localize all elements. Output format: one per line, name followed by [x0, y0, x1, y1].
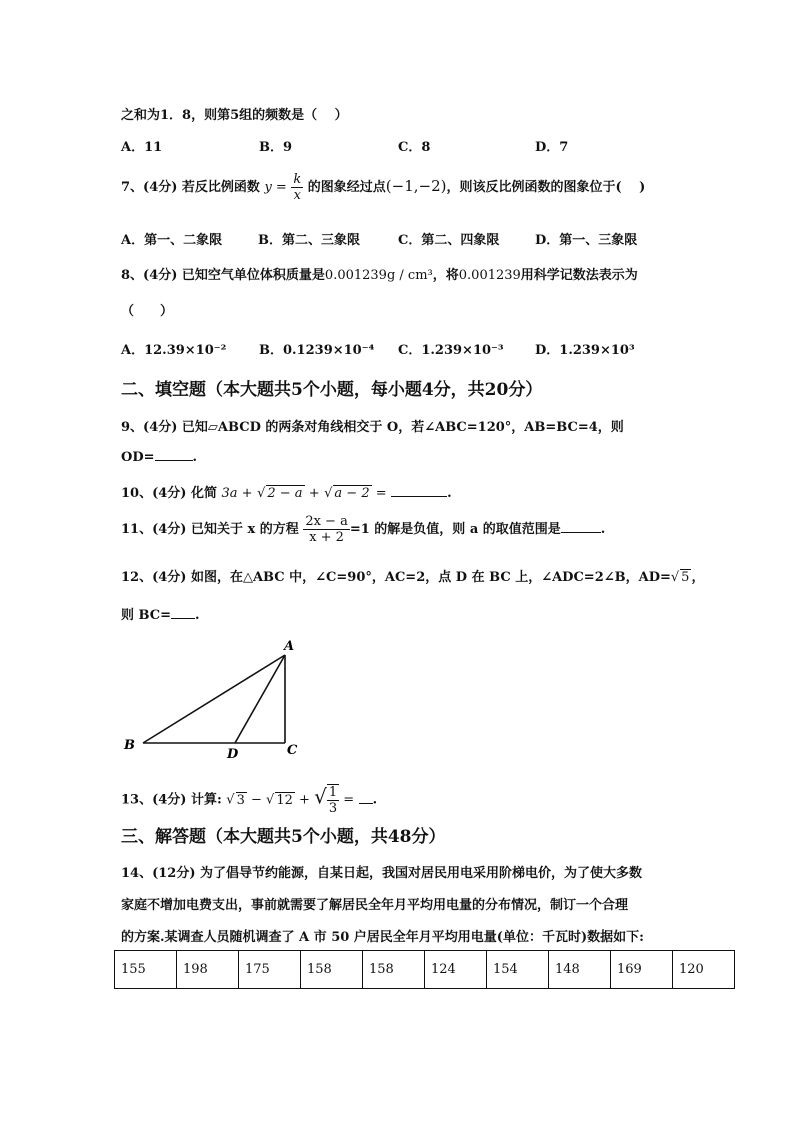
- answer-blank[interactable]: [171, 606, 195, 619]
- electricity-data-table: [114, 950, 735, 989]
- q7-point: (−1,−2): [385, 177, 447, 195]
- question-11: [121, 514, 605, 545]
- table-row: [115, 951, 735, 989]
- question-6-tail: 之和为1．8，则第5组的频数是（ ）: [121, 108, 348, 123]
- section-2-heading: 二、填空题（本大题共5个小题，每小题4分，共20分）: [121, 380, 543, 400]
- table-cell: 124: [425, 951, 487, 989]
- q6-option-c: C．8: [398, 140, 431, 155]
- q11-end: .: [600, 522, 606, 537]
- q8-option-a: A．12.39×10⁻²: [121, 343, 227, 358]
- q13-frac-num: 1: [328, 785, 338, 800]
- q12-end: .: [195, 608, 200, 623]
- question-9-line1: 9、(4分) 已知▱ABCD 的两条对角线相交于 O，若∠ABC=120°，AB=BC=4，则: [121, 420, 624, 435]
- question-10: 10、(4分) 化简 3a + √ 2 − a + √ a − 2 = .: [121, 486, 452, 501]
- answer-blank[interactable]: [359, 791, 373, 804]
- q7-mid: 的图象经过点: [307, 180, 386, 195]
- q7-option-d: D．第一、三象限: [535, 233, 638, 248]
- q13-minus: −: [246, 792, 267, 808]
- table-cell: 158: [301, 951, 363, 989]
- question-14-line2: 家庭不增加电费支出，事前就需要了解居民全年月平均用电量的分布情况，制订一个合理: [121, 898, 629, 913]
- q13-equals: =: [339, 792, 355, 808]
- q10-end: .: [447, 486, 452, 501]
- q11-fraction: [303, 514, 350, 545]
- q8-option-b: B．0.1239×10⁻⁴: [259, 343, 375, 358]
- question-9-line2: [121, 448, 197, 465]
- q13-end: .: [372, 792, 378, 808]
- q11-frac-num: 2x − a: [305, 514, 348, 529]
- q13-prefix: 13、(4分) 计算:: [121, 792, 222, 808]
- label-c: C: [287, 743, 298, 758]
- q7-fraction: [291, 172, 303, 203]
- q7-suffix: ，则该反比例函数的图象位于( ): [446, 180, 646, 195]
- q7-option-a: A．第一、二象限: [121, 233, 223, 248]
- q10-sqrt-2: a − 2: [334, 486, 370, 501]
- side-ab: [143, 655, 285, 743]
- section-3-heading: 三、解答题（本大题共5个小题，共48分）: [121, 827, 446, 847]
- table-cell: 148: [549, 951, 611, 989]
- question-7: [121, 172, 645, 203]
- q8-suffix: 用科学记数法表示为: [520, 268, 638, 283]
- q8-prefix: 8、(4分) 已知空气单位体积质量是: [121, 268, 325, 283]
- table-cell: 158: [363, 951, 425, 989]
- q6-option-d: D．7: [535, 140, 569, 155]
- answer-blank[interactable]: [561, 520, 601, 533]
- question-14-line3: 的方案.某调查人员随机调查了 A 市 50 户居民全年月平均用电量(单位：千瓦时)数据如下:: [121, 930, 644, 945]
- q7-frac-num: k: [293, 172, 302, 187]
- q13-frac-den: 3: [328, 801, 338, 816]
- q12-comma: ，: [691, 570, 705, 585]
- q7-function-lhs: y =: [264, 180, 287, 195]
- q8-option-c: C．1.239×10⁻³: [398, 343, 504, 358]
- q10-plus: +: [304, 486, 320, 501]
- q11-suffix: =1 的解是负值，则 a 的取值范围是: [349, 522, 561, 537]
- q13-sqrt-12: 12: [276, 792, 293, 808]
- q8-mid: ，将: [432, 268, 459, 283]
- q7-option-c: C．第二、四象限: [398, 233, 500, 248]
- table-cell: 175: [239, 951, 301, 989]
- q7-frac-den: x: [293, 188, 301, 203]
- question-8: [121, 264, 638, 283]
- table-cell: 169: [611, 951, 673, 989]
- q10-term-3a: 3a +: [221, 486, 253, 501]
- segment-ad: [235, 655, 285, 743]
- table-cell: 198: [177, 951, 239, 989]
- label-b: B: [124, 738, 135, 753]
- q12-bc-label: 则 BC=: [121, 608, 171, 623]
- q10-sqrt-1: 2 − a: [267, 486, 303, 501]
- q11-prefix: 11、(4分) 已知关于 x 的方程: [121, 522, 299, 537]
- label-d: D: [227, 747, 239, 762]
- question-14-line1: 14、(12分) 为了倡导节约能源，自某日起，我国对居民用电采用阶梯电价，为了使大多数: [121, 866, 643, 881]
- q13-plus: +: [294, 792, 315, 808]
- q9-od-label: OD=: [121, 450, 155, 465]
- q7-option-b: B．第二、三象限: [258, 233, 360, 248]
- q7-prefix: 7、(4分) 若反比例函数: [121, 180, 260, 195]
- q8-number: 0.001239: [458, 268, 521, 283]
- question-13: 13、(4分) 计算: √ 3 − √ 12 + √ $\frac{1}{3}$ = .: [121, 784, 378, 816]
- q10-prefix: 10、(4分) 化简: [121, 486, 217, 501]
- triangle-figure: [110, 632, 310, 762]
- q8-answer-paren: （ ）: [121, 304, 174, 319]
- table-cell: 154: [487, 951, 549, 989]
- q13-fraction: [327, 784, 339, 816]
- answer-blank[interactable]: [391, 484, 447, 497]
- q12-sqrt: 5: [681, 570, 690, 585]
- answer-blank[interactable]: [155, 448, 193, 461]
- q10-equals: =: [371, 486, 387, 501]
- q6-option-b: B．9: [259, 140, 293, 155]
- q12-text: 12、(4分) 如图，在△ABC 中，∠C=90°，AC=2，点 D 在 BC 上，∠ADC=2∠B，AD=: [121, 570, 671, 585]
- q13-sqrt-3: 3: [236, 792, 245, 808]
- q9-end: .: [192, 450, 198, 465]
- table-cell: 155: [115, 951, 177, 989]
- q6-option-a: A．11: [121, 140, 163, 155]
- q11-frac-den: x + 2: [309, 530, 344, 545]
- question-12-line2: [121, 604, 200, 623]
- label-a: A: [284, 639, 295, 654]
- q8-value: 0.001239g / cm³: [324, 268, 433, 283]
- table-cell: 120: [673, 951, 735, 989]
- question-12-line1: 12、(4分) 如图，在△ABC 中，∠C=90°，AC=2，点 D 在 BC 上，∠ADC=2∠B，AD=√ 5 ，: [121, 570, 705, 585]
- q8-option-d: D．1.239×10³: [535, 343, 635, 358]
